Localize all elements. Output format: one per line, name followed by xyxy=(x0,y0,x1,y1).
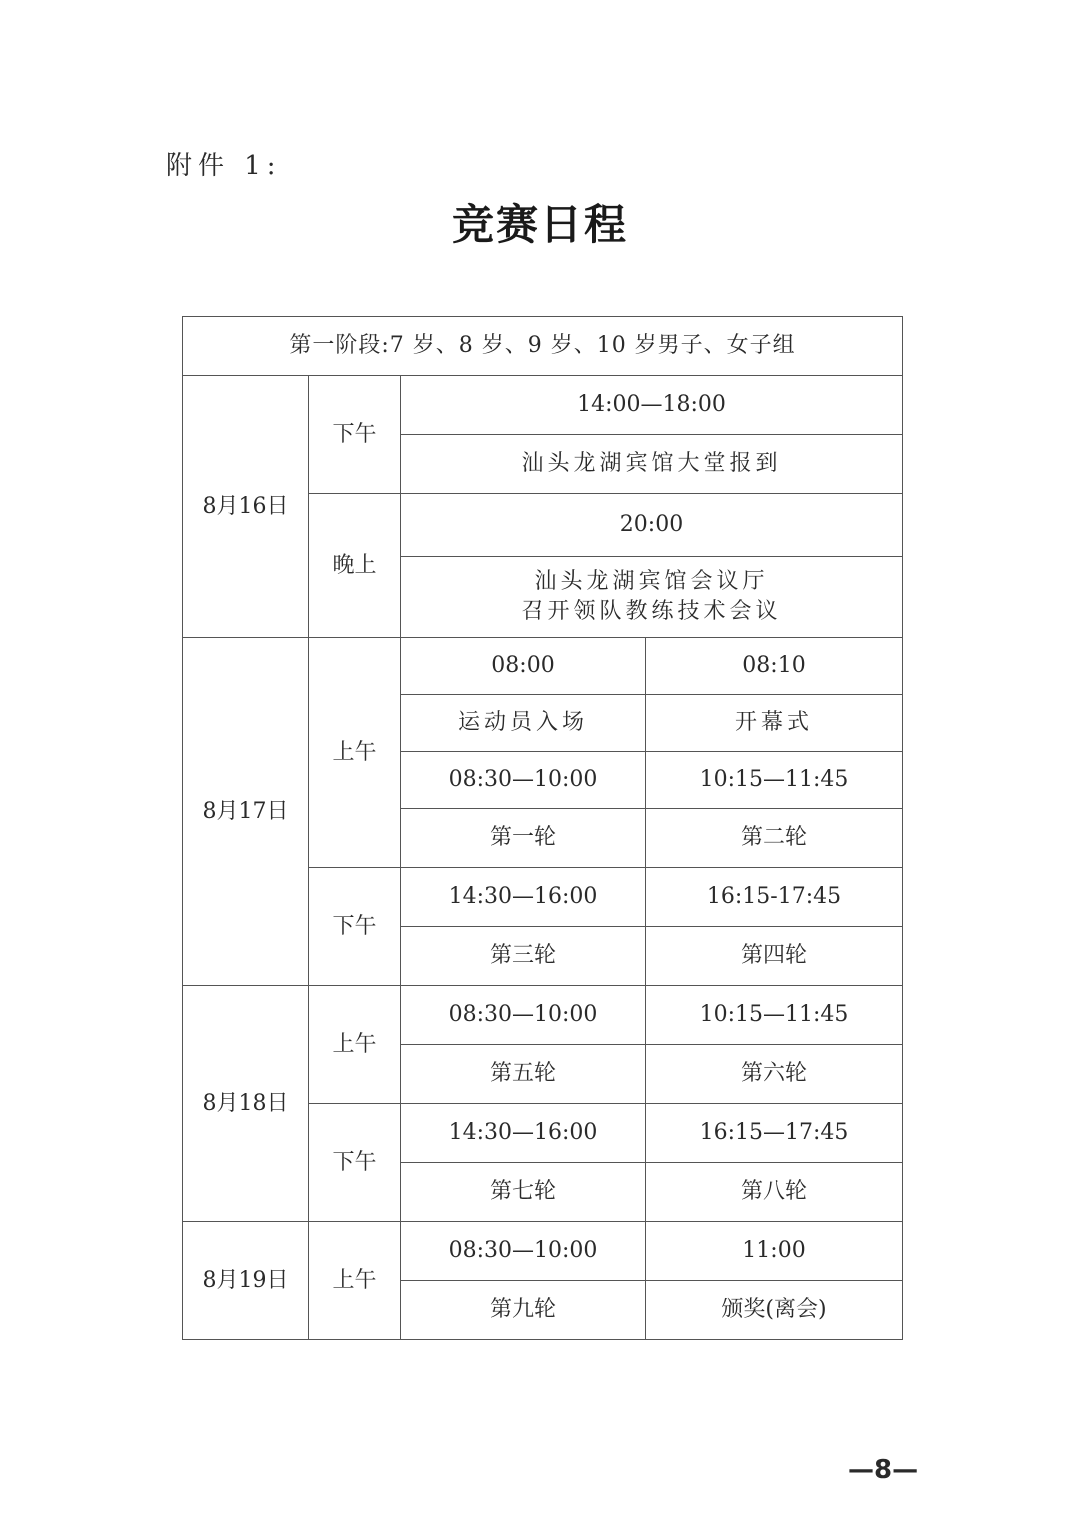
event-cell: 第一轮 xyxy=(401,809,646,868)
time-cell: 14:30—16:00 xyxy=(401,868,646,927)
event-cell: 汕头龙湖宾馆大堂报到 xyxy=(401,435,903,494)
schedule-table xyxy=(182,316,903,1340)
time-cell: 11:00 xyxy=(646,1222,903,1281)
event-cell: 第七轮 xyxy=(401,1163,646,1222)
table-row xyxy=(183,376,903,435)
phase-title: 第一阶段:7 岁、8 岁、9 岁、10 岁男子、女子组 xyxy=(183,317,903,376)
time-cell: 16:15-17:45 xyxy=(646,868,903,927)
date-cell: 8月16日 xyxy=(183,376,309,638)
phase-row xyxy=(183,317,903,376)
event-line: 召开领队教练技术会议 xyxy=(521,599,782,624)
event-cell: 第八轮 xyxy=(646,1163,903,1222)
period-cell: 上午 xyxy=(309,1222,401,1340)
time-cell: 08:30—10:00 xyxy=(401,1222,646,1281)
attachment-label: 附件 1: xyxy=(166,151,282,181)
page-title: 竞赛日程 xyxy=(451,200,628,249)
period-cell: 下午 xyxy=(309,868,401,986)
table-row xyxy=(183,1222,903,1281)
time-cell: 20:00 xyxy=(401,494,903,557)
page-number: —8— xyxy=(848,1455,919,1485)
event-cell: 第五轮 xyxy=(401,1045,646,1104)
date-cell: 8月18日 xyxy=(183,986,309,1222)
event-cell xyxy=(401,557,903,638)
table-row xyxy=(183,986,903,1045)
period-cell: 下午 xyxy=(309,1104,401,1222)
period-cell: 上午 xyxy=(309,986,401,1104)
date-cell: 8月19日 xyxy=(183,1222,309,1340)
event-cell: 第二轮 xyxy=(646,809,903,868)
period-cell: 上午 xyxy=(309,638,401,868)
time-cell: 08:00 xyxy=(401,638,646,695)
period-cell: 晚上 xyxy=(309,494,401,638)
time-cell: 08:30—10:00 xyxy=(401,986,646,1045)
time-cell: 10:15—11:45 xyxy=(646,752,903,809)
event-cell: 第三轮 xyxy=(401,927,646,986)
time-cell: 16:15—17:45 xyxy=(646,1104,903,1163)
event-cell: 第四轮 xyxy=(646,927,903,986)
table-row xyxy=(183,638,903,695)
event-cell: 运动员入场 xyxy=(401,695,646,752)
time-cell: 08:30—10:00 xyxy=(401,752,646,809)
time-cell: 08:10 xyxy=(646,638,903,695)
event-cell: 第六轮 xyxy=(646,1045,903,1104)
event-line: 汕头龙湖宾馆会议厅 xyxy=(534,569,769,594)
time-cell: 14:30—16:00 xyxy=(401,1104,646,1163)
time-cell: 10:15—11:45 xyxy=(646,986,903,1045)
event-cell: 开幕式 xyxy=(646,695,903,752)
period-cell: 下午 xyxy=(309,376,401,494)
event-cell: 第九轮 xyxy=(401,1281,646,1340)
time-cell: 14:00—18:00 xyxy=(401,376,903,435)
date-cell: 8月17日 xyxy=(183,638,309,986)
event-cell: 颁奖(离会) xyxy=(646,1281,903,1340)
